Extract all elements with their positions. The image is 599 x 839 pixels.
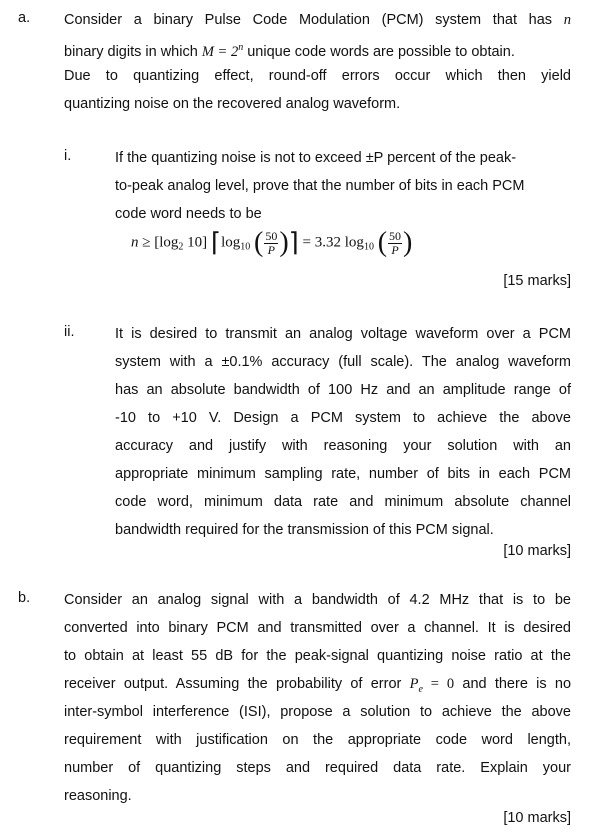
fraction-50-over-p: $\frac{50}{P}$	[265, 228, 278, 257]
part-a-line-2: binary digits in which	[64, 43, 198, 60]
sub-ii-paragraph	[115, 320, 571, 544]
sub-ii-line-1: It is desired to transmit an analog voltage waveform over a PCM	[115, 326, 571, 342]
part-a-line-2b: unique code words are possible to obtain.	[247, 43, 515, 60]
part-a-line-3: Due to quantizing effect, round-off errors occur which then yield	[64, 68, 571, 84]
part-b-line-7: number of quantizing steps and required data rate. Explain your	[64, 760, 571, 776]
part-b-line-2: converted into binary PCM and transmitted over a channel. It is desired	[64, 620, 571, 636]
part-b-line-5: inter-symbol interference (ISI), propose a solution to achieve the above	[64, 704, 571, 720]
formula-m: $M = 2^n$	[201, 42, 244, 60]
sub-ii-line-2: system with a ±0.1% accuracy (full scale). The analog waveform	[115, 354, 571, 370]
sub-ii-line-5: accuracy and justify with reasoning your solution with an	[115, 438, 571, 454]
part-b-paragraph	[64, 586, 571, 810]
part-a-line-1: Consider a binary Pulse Code Modulation (PCM) system that has	[64, 12, 553, 28]
part-b-marks: [10 marks]	[503, 810, 571, 826]
part-b-label: b.	[18, 590, 31, 606]
part-b-line-4: receiver output. Assuming the probability of error	[64, 676, 402, 692]
sub-i-paragraph	[115, 144, 571, 228]
sub-i-line-1: If the quantizing noise is not to exceed ±P percent of the peak-	[115, 150, 517, 166]
sub-i-line-3: code word needs to be	[115, 206, 262, 222]
sub-ii-line-4: -10 to +10 V. Design a PCM system to achieve the above	[115, 410, 571, 426]
part-b-line-3: to obtain at least 55 dB for the peak-signal quantizing noise ratio at the	[64, 648, 571, 664]
sub-ii-marks: [10 marks]	[503, 543, 571, 559]
sub-ii-label: ii.	[64, 324, 75, 340]
sub-i-marks: [15 marks]	[503, 273, 571, 289]
sub-i-line-2: to-peak analog level, prove that the number of bits in each PCM	[115, 178, 525, 194]
sub-ii-line-6: appropriate minimum sampling rate, number of bits in each PCM	[115, 466, 571, 482]
sub-ii-line-7: code word, minimum data rate and minimum absolute channel	[115, 494, 571, 510]
sub-ii-line-8: bandwidth required for the transmission of this PCM signal.	[115, 522, 494, 538]
part-b-line-8: reasoning.	[64, 788, 132, 804]
sub-i-label: i.	[64, 148, 72, 164]
sub-ii-line-3: has an absolute bandwidth of 100 Hz and an amplitude range of	[115, 382, 571, 398]
var-n: n	[563, 12, 572, 28]
part-b-line-1: Consider an analog signal with a bandwidth of 4.2 MHz that is to be	[64, 592, 571, 608]
fraction-50-over-p-2: $\frac{50}{P}$	[389, 228, 402, 257]
probability-of-error: $P_e = 0$	[409, 676, 455, 695]
bits-equation: $n \ge [\log_2$ 10] $⌈\log_{10}$ ( $\frac{50}{P}$ )⌉ = 3.32 $\log_{10}$ ( $\frac{50}{P}$ )	[131, 227, 413, 258]
part-a-paragraph	[64, 6, 571, 118]
part-b-line-4b: and there is no	[462, 676, 572, 692]
part-a-label: a.	[18, 10, 31, 26]
part-b-line-6: requirement with justification on the appropriate code word length,	[64, 732, 571, 748]
part-a-line-4: quantizing noise on the recovered analog waveform.	[64, 96, 401, 112]
